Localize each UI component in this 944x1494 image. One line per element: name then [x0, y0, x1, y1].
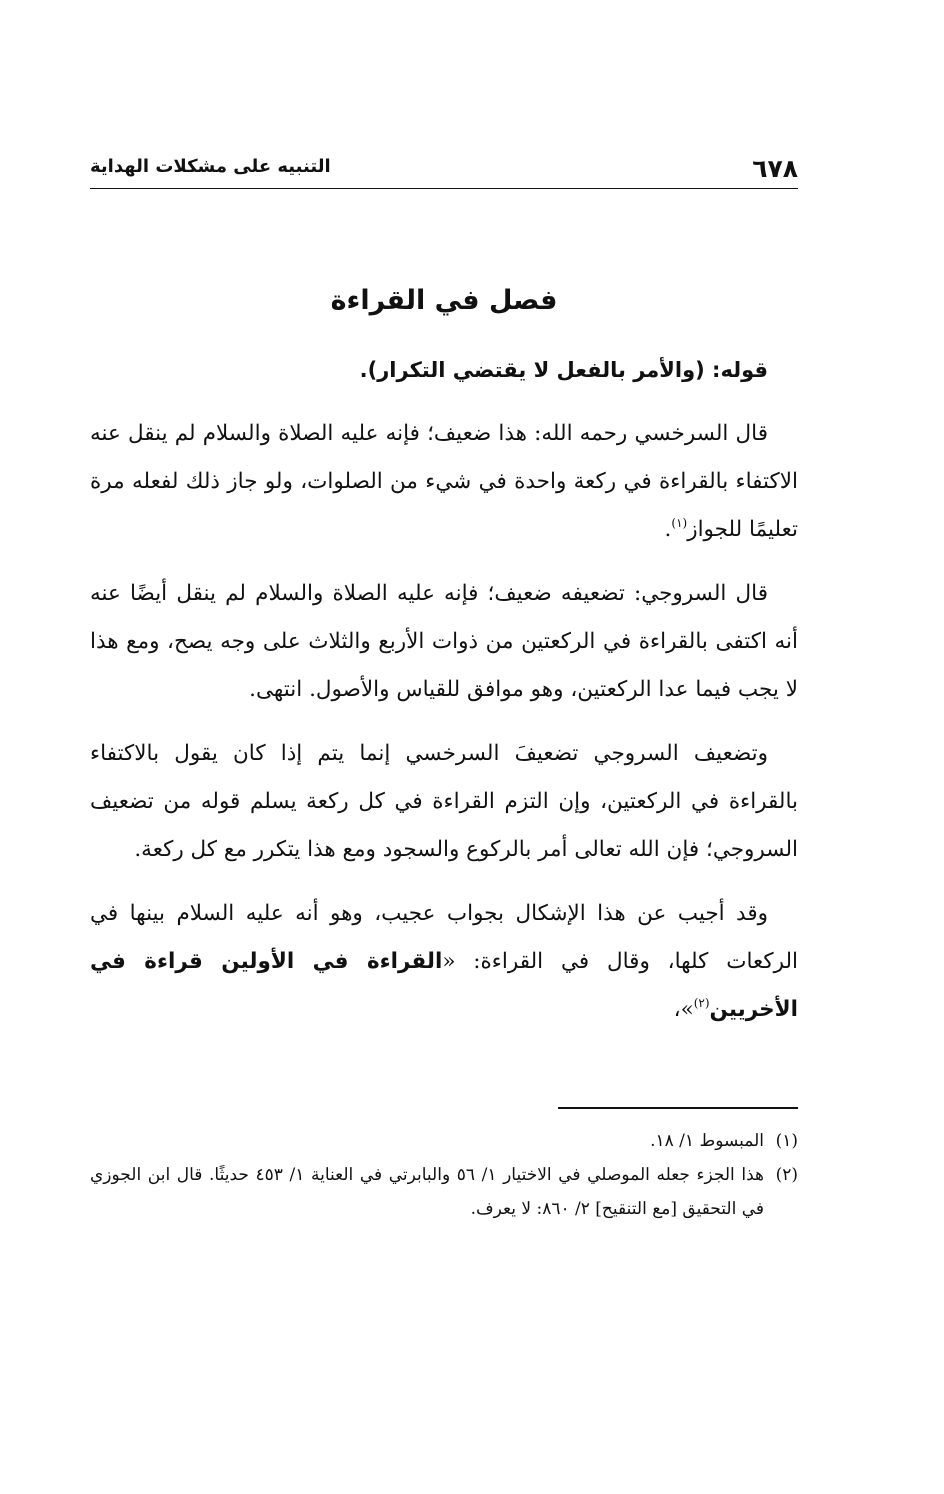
header-divider — [90, 188, 798, 189]
paragraph-saruji: قال السروجي: تضعيفه ضعيف؛ فإنه عليه الصلاة والسلام لم ينقل أيضًا عنه أنه اكتفى بالقراءة في الركعتين من ذوات الأربع والثلاث على وجه يصح، ومع هذا لا يجب فيما عدا الركعتين، وهو موافق للقياس والأصول. انتهى. — [90, 581, 798, 702]
paragraph-answer — [90, 890, 798, 1034]
footnote-divider — [558, 1107, 798, 1109]
paragraph-sarakhsi — [90, 410, 798, 554]
paragraph-end: . — [664, 517, 672, 542]
footnote-1 — [90, 1124, 798, 1158]
paragraph-text: وقد أجيب عن هذا الإشكال بجواب عجيب، وهو أنه عليه السلام بينها في الركعات كلها، وقال في القراءة: « — [90, 901, 798, 974]
paragraph-end: »، — [673, 997, 694, 1022]
paragraph-text: قال السرخسي رحمه الله: هذا ضعيف؛ فإنه عليه الصلاة والسلام لم ينقل عنه الاكتفاء بالقراءة في ركعة واحدة في شيء من الصلوات، ولو جاز ذلك لفعله مرة تعليمًا للجواز — [90, 421, 798, 542]
footnotes — [90, 1124, 798, 1226]
section-heading: فصل في القراءة — [330, 285, 558, 316]
page-number: ٦٧٨ — [752, 154, 798, 183]
quoted-statement: قوله: (والأمر بالفعل لا يقتضي التكرار). — [359, 358, 768, 382]
footnote-text: هذا الجزء جعله الموصلي في الاختيار ١/ ٥٦ والبابرتي في العناية ١/ ٤٥٣ حديثًا. قال ابن الجوزي في التحقيق [مع التنقيح] ٢/ ٨٦٠: لا يعرف. — [90, 1165, 764, 1219]
hadith-quote: القراءة في الأولين قراءة في الأخريين — [90, 949, 798, 1022]
footnote-2 — [90, 1158, 798, 1226]
footnote-text: المبسوط ١/ ١٨. — [650, 1131, 764, 1151]
footnote-ref-1: (١) — [671, 516, 688, 530]
footnote-number: (١) — [775, 1131, 798, 1151]
footnote-number: (٢) — [775, 1165, 798, 1185]
footnote-ref-2: (٢) — [693, 996, 710, 1010]
running-title: التنبيه على مشكلات الهداية — [90, 156, 331, 177]
main-text — [90, 346, 798, 1034]
paragraph-commentary: وتضعيف السروجي تضعيفَ السرخسي إنما يتم إذا كان يقول بالاكتفاء بالقراءة في الركعتين، وإن التزم القراءة في كل ركعة يسلم قوله من تضعيف السروجي؛ فإن الله تعالى أمر بالركوع والسجود ومع هذا يتكرر مع كل ركعة. — [90, 741, 798, 862]
running-header — [90, 148, 798, 188]
